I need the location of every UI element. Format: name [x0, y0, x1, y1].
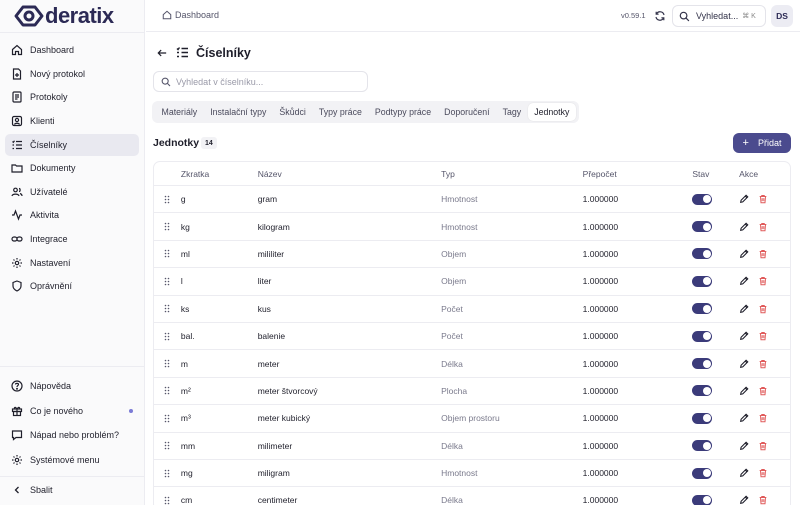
- cell-type: Délka: [441, 495, 463, 505]
- cell-name: kilogram: [257, 221, 290, 232]
- global-search[interactable]: [672, 5, 766, 27]
- drag-handle-icon[interactable]: [164, 441, 170, 450]
- sidebar-item-protocols[interactable]: [5, 86, 139, 108]
- cell-name: liter: [257, 276, 272, 287]
- home-icon: [162, 10, 172, 20]
- sidebar-item-label: Nový protokol: [30, 68, 86, 79]
- active-toggle[interactable]: [692, 385, 712, 396]
- divider: [0, 476, 145, 477]
- breadcrumb-label: Dashboard: [175, 10, 220, 20]
- sidebar-item-integrations[interactable]: [5, 228, 139, 250]
- sidebar-item-settings[interactable]: [5, 252, 139, 274]
- drag-handle-icon[interactable]: [164, 222, 170, 231]
- tab-recommendations[interactable]: Doporučení: [444, 107, 490, 117]
- cell-type: Počet: [441, 303, 463, 314]
- column-header-name[interactable]: Název: [257, 168, 282, 179]
- drag-handle-icon[interactable]: [164, 469, 170, 478]
- gear-icon: [11, 257, 23, 269]
- cell-name: mililiter: [257, 248, 285, 259]
- section-title: Jednotky: [153, 137, 200, 149]
- sidebar-item-clients[interactable]: [5, 110, 139, 132]
- drag-handle-icon[interactable]: [164, 332, 170, 341]
- logo[interactable]: [14, 3, 114, 29]
- codebook-tabs: [152, 101, 579, 123]
- gift-icon: [11, 405, 23, 417]
- collapse-sidebar-button[interactable]: [5, 479, 139, 501]
- cell-type: Délka: [441, 358, 463, 369]
- sidebar-item-label: Aktivita: [30, 210, 60, 221]
- column-header-state: Stav: [692, 168, 710, 179]
- refresh-icon[interactable]: [654, 10, 666, 22]
- tab-work-subtypes[interactable]: Podtypy práce: [374, 107, 432, 117]
- cell-abbr: kg: [180, 221, 190, 232]
- sidebar-item-dashboard[interactable]: [5, 39, 139, 61]
- table-row: [154, 323, 790, 350]
- active-toggle[interactable]: [692, 248, 712, 259]
- table-row: [154, 241, 790, 268]
- search-icon: [161, 77, 171, 87]
- sidebar-item-label: Nápad nebo problém?: [30, 430, 120, 441]
- cell-conversion: 1.000000: [582, 413, 619, 424]
- active-toggle[interactable]: [692, 331, 712, 342]
- active-toggle[interactable]: [692, 413, 712, 424]
- cell-type: Objem: [441, 276, 467, 287]
- tab-work-types[interactable]: Typy práce: [318, 107, 362, 117]
- cell-type: Plocha: [441, 385, 468, 396]
- cell-conversion: 1.000000: [582, 303, 619, 314]
- edit-icon[interactable]: [739, 222, 749, 232]
- edit-icon[interactable]: [739, 194, 749, 204]
- edit-icon[interactable]: [739, 276, 749, 286]
- link-icon: [11, 233, 23, 245]
- table-row: [154, 405, 790, 432]
- logo-text: deratix: [45, 3, 114, 28]
- collapse-label: Sbalit: [30, 485, 53, 495]
- cell-abbr: mg: [180, 468, 193, 479]
- table-row: [154, 460, 790, 487]
- active-toggle[interactable]: [692, 468, 712, 479]
- edit-icon[interactable]: [739, 468, 749, 478]
- sidebar-item-label: Co je nového: [30, 405, 84, 416]
- drag-handle-icon[interactable]: [164, 359, 170, 368]
- edit-icon[interactable]: [739, 413, 749, 423]
- active-toggle[interactable]: [692, 194, 712, 205]
- cell-type: Objem: [441, 248, 467, 259]
- delete-icon[interactable]: [758, 468, 768, 478]
- delete-icon[interactable]: [758, 413, 768, 423]
- sidebar-item-whats-new[interactable]: [5, 400, 139, 422]
- cell-name: meter štvorcový: [257, 385, 318, 396]
- cell-conversion: 1.000000: [582, 495, 619, 505]
- cell-name: gram: [257, 194, 278, 205]
- sidebar-item-label: Klienti: [30, 115, 55, 126]
- delete-icon[interactable]: [758, 222, 768, 232]
- edit-icon[interactable]: [739, 304, 749, 314]
- drag-handle-icon[interactable]: [164, 304, 170, 313]
- chevron-left-icon: [11, 484, 23, 496]
- cell-abbr: ks: [180, 303, 190, 314]
- avatar[interactable]: DS: [771, 5, 793, 27]
- count-badge: 14: [201, 137, 217, 149]
- divider: [0, 366, 145, 367]
- sidebar: [0, 0, 145, 505]
- cell-type: Počet: [441, 331, 463, 342]
- cell-name: kus: [257, 303, 271, 314]
- active-toggle[interactable]: [692, 221, 712, 232]
- version-label: v0.59.1: [621, 11, 646, 20]
- edit-icon[interactable]: [739, 359, 749, 369]
- sidebar-item-label: Nastavení: [30, 257, 71, 268]
- cell-abbr: g: [180, 194, 186, 205]
- drag-handle-icon[interactable]: [164, 195, 170, 204]
- cell-abbr: l: [180, 276, 183, 287]
- drag-handle-icon[interactable]: [164, 496, 170, 505]
- cell-abbr: m: [180, 358, 189, 369]
- cell-name: milimeter: [257, 440, 293, 451]
- edit-icon[interactable]: [739, 386, 749, 396]
- delete-icon[interactable]: [758, 194, 768, 204]
- document-icon: [11, 91, 23, 103]
- sidebar-item-system-menu[interactable]: [5, 449, 139, 471]
- chat-icon: [11, 429, 23, 441]
- tab-installation-types[interactable]: Instalační typy: [210, 107, 267, 117]
- cell-type: Objem prostoru: [441, 413, 500, 424]
- active-toggle[interactable]: [692, 303, 712, 314]
- edit-icon[interactable]: [739, 249, 749, 259]
- cell-abbr: ml: [180, 248, 190, 259]
- delete-icon[interactable]: [758, 495, 768, 505]
- cell-type: Hmotnost: [441, 194, 478, 205]
- sidebar-item-help[interactable]: [5, 375, 139, 397]
- units-table: [153, 161, 791, 505]
- delete-icon[interactable]: [758, 304, 768, 314]
- codebook-search-input[interactable]: [176, 77, 356, 87]
- sidebar-item-label: Nápověda: [30, 381, 72, 391]
- cell-conversion: 1.000000: [582, 440, 619, 451]
- cell-conversion: 1.000000: [582, 468, 619, 479]
- delete-icon[interactable]: [758, 386, 768, 396]
- sidebar-item-activity[interactable]: [5, 204, 139, 226]
- table-row: [154, 433, 790, 460]
- sidebar-item-users[interactable]: [5, 181, 139, 203]
- tab-units[interactable]: Jednotky: [528, 103, 576, 121]
- column-header-actions: Akce: [739, 168, 759, 179]
- drag-handle-icon[interactable]: [164, 414, 170, 423]
- table-header: [154, 162, 790, 186]
- home-icon: [11, 44, 23, 56]
- search-shortcut: ⌘ K: [742, 13, 756, 20]
- sidebar-item-documents[interactable]: [5, 157, 139, 179]
- cell-name: centimeter: [257, 495, 298, 505]
- sidebar-item-label: Protokoly: [30, 92, 68, 103]
- edit-icon[interactable]: [739, 441, 749, 451]
- main-nav: [5, 39, 139, 299]
- cell-abbr: m³: [180, 413, 191, 424]
- help-icon: [11, 380, 23, 392]
- table-row: [154, 350, 790, 377]
- cell-conversion: 1.000000: [582, 276, 619, 287]
- sidebar-item-label: Oprávnění: [30, 281, 73, 292]
- table-row: [154, 296, 790, 323]
- delete-icon[interactable]: [758, 331, 768, 341]
- cell-conversion: 1.000000: [582, 385, 619, 396]
- delete-icon[interactable]: [758, 359, 768, 369]
- drag-handle-icon[interactable]: [164, 277, 170, 286]
- cell-type: Hmotnost: [441, 468, 478, 479]
- plus-icon: +: [742, 137, 749, 149]
- secondary-nav: [5, 375, 139, 474]
- users-icon: [11, 186, 23, 198]
- drag-handle-icon[interactable]: [164, 249, 170, 258]
- cell-abbr: bal.: [180, 331, 195, 342]
- list-icon: [11, 139, 23, 151]
- active-toggle[interactable]: [692, 358, 712, 369]
- sidebar-item-permissions[interactable]: [5, 275, 139, 297]
- sidebar-item-label: Dokumenty: [30, 163, 76, 174]
- table-row: [154, 186, 790, 213]
- list-icon: [176, 46, 189, 59]
- tab-tags[interactable]: Tagy: [502, 107, 522, 117]
- active-toggle[interactable]: [692, 276, 712, 287]
- table-row: [154, 378, 790, 405]
- user-icon: [11, 115, 23, 127]
- tab-materials[interactable]: Materiály: [161, 107, 198, 117]
- add-button[interactable]: [733, 133, 791, 153]
- cell-abbr: mm: [180, 440, 196, 451]
- active-toggle[interactable]: [692, 495, 712, 505]
- gear-icon: [11, 454, 23, 466]
- folder-icon: [11, 162, 23, 174]
- cell-name: meter kubický: [257, 413, 311, 424]
- drag-handle-icon[interactable]: [164, 386, 170, 395]
- edit-icon[interactable]: [739, 495, 749, 505]
- sidebar-item-label: Integrace: [30, 234, 68, 245]
- sidebar-item-label: Užívatelé: [30, 186, 68, 197]
- sidebar-item-label: Systémové menu: [30, 455, 100, 466]
- breadcrumb[interactable]: [162, 10, 219, 20]
- deratix-logo-icon: [14, 5, 44, 27]
- delete-icon[interactable]: [758, 441, 768, 451]
- sidebar-item-feedback[interactable]: [5, 424, 139, 446]
- cell-conversion: 1.000000: [582, 248, 619, 259]
- cell-name: meter: [257, 358, 280, 369]
- sidebar-item-codebooks[interactable]: [5, 134, 139, 156]
- cell-conversion: 1.000000: [582, 221, 619, 232]
- codebook-search: [153, 71, 368, 92]
- column-header-abbr[interactable]: Zkratka: [180, 168, 210, 179]
- tab-pests[interactable]: Škůdci: [279, 107, 306, 117]
- cell-abbr: cm: [180, 495, 193, 505]
- sidebar-item-new-protocol[interactable]: [5, 63, 139, 85]
- top-bar: [146, 0, 800, 32]
- cell-name: balenie: [257, 331, 286, 342]
- sidebar-item-label: Dashboard: [30, 45, 75, 55]
- notification-dot: [129, 409, 133, 413]
- shield-icon: [11, 280, 23, 292]
- page-title: Číselníky: [196, 46, 251, 60]
- cell-name: miligram: [257, 468, 290, 479]
- table-row: [154, 213, 790, 240]
- cell-abbr: m²: [180, 385, 191, 396]
- active-toggle[interactable]: [692, 440, 712, 451]
- cell-conversion: 1.000000: [582, 358, 619, 369]
- cell-type: Délka: [441, 440, 463, 451]
- table-body: [154, 186, 790, 505]
- divider: [0, 32, 145, 33]
- search-icon: [679, 11, 690, 22]
- activity-icon: [11, 209, 23, 221]
- sidebar-item-label: Číselníky: [30, 139, 68, 150]
- table-row: [154, 487, 790, 505]
- edit-icon[interactable]: [739, 331, 749, 341]
- add-button-label: Přidat: [757, 138, 782, 148]
- cell-conversion: 1.000000: [582, 194, 619, 205]
- delete-icon[interactable]: [758, 276, 768, 286]
- column-header-type[interactable]: Typ: [441, 168, 455, 179]
- global-search-label: Vyhledat...: [696, 11, 739, 21]
- column-header-conversion[interactable]: Přepočet: [582, 168, 617, 179]
- collapse-control: [5, 479, 139, 503]
- delete-icon[interactable]: [758, 249, 768, 259]
- file-plus-icon: [11, 68, 23, 80]
- back-arrow-icon[interactable]: [157, 48, 167, 58]
- cell-type: Hmotnost: [441, 221, 478, 232]
- table-row: [154, 268, 790, 295]
- cell-conversion: 1.000000: [582, 331, 619, 342]
